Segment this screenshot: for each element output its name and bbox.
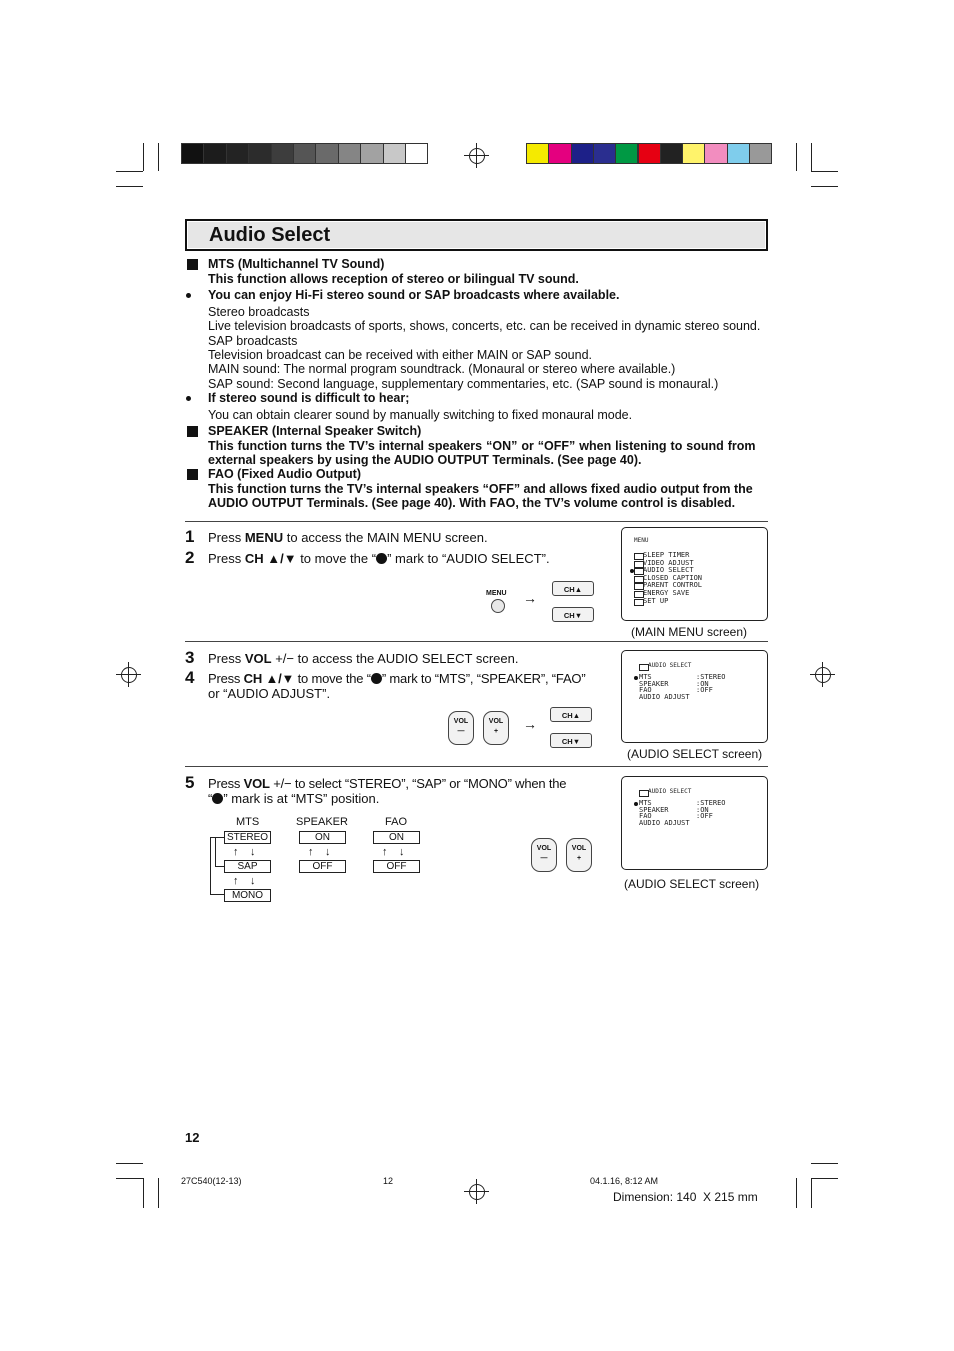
mts-description: This function allows reception of stereo or bilingual TV sound. — [208, 272, 579, 286]
audio-option-label: FAO — [639, 812, 652, 821]
step-number: 2 — [185, 548, 195, 567]
audio-option-value: :ON — [696, 679, 709, 688]
color-swatch — [526, 143, 549, 164]
footer-dimension: Dimension: 140 X 215 mm — [613, 1190, 758, 1204]
step-number: 3 — [185, 648, 195, 667]
color-swatch — [727, 143, 750, 164]
gray-swatch — [181, 143, 204, 164]
color-swatch — [749, 143, 772, 164]
gray-swatch — [315, 143, 338, 164]
step-3-text: Press VOL +/− to access the AUDIO SELECT screen. — [208, 651, 519, 666]
gray-swatch — [293, 143, 316, 164]
audio-select-screen — [621, 650, 768, 743]
arrow-down-icon: ↓ — [399, 846, 405, 858]
color-swatch — [615, 143, 638, 164]
footer-timestamp: 04.1.16, 8:12 AM — [590, 1176, 659, 1186]
text-line: You can obtain clearer sound by manually switching to fixed monaural mode. — [208, 408, 633, 422]
bullet-icon — [186, 396, 191, 401]
bullet-hifi: You can enjoy Hi-Fi stereo sound or SAP broadcasts where available. — [208, 288, 620, 302]
divider — [185, 521, 768, 522]
step-number: 5 — [185, 773, 195, 792]
menu-item-label: ENERGY SAVE — [643, 589, 690, 597]
arrow-up-icon: ↑ — [308, 846, 314, 858]
registration-mark-icon — [469, 148, 485, 164]
audio-option-label: MTS — [639, 673, 652, 681]
arrow-up-icon: ↑ — [233, 875, 239, 887]
menu-item-label: PARENT CONTROL — [643, 581, 703, 590]
bullet-stereo-difficult: If stereo sound is difficult to hear; — [208, 391, 410, 405]
gray-swatch — [203, 143, 226, 164]
audio-option-value: :OFF — [696, 812, 713, 821]
audio-option-value: :STEREO — [696, 673, 726, 681]
color-swatch — [593, 143, 616, 164]
gray-swatch — [383, 143, 406, 164]
color-swatch — [638, 143, 661, 164]
gray-swatch — [338, 143, 361, 164]
audio-option-label: AUDIO ADJUST — [639, 692, 690, 701]
text-line: Live television broadcasts of sports, shows, concerts, etc. can be received in dynamic stereo sound. — [208, 319, 761, 333]
column-heading: FAO — [385, 816, 408, 828]
color-swatch — [682, 143, 705, 164]
gray-swatch — [360, 143, 383, 164]
cursor-mark-icon — [634, 676, 638, 680]
arrow-down-icon: ↓ — [325, 846, 331, 858]
color-swatch — [660, 143, 683, 164]
registration-mark-icon — [815, 667, 831, 683]
menu-button-label: MENU — [486, 590, 507, 597]
audio-select-screen — [621, 776, 768, 870]
step-5-text: Press VOL +/− to select “STEREO”, “SAP” or “MONO” when the — [208, 776, 567, 791]
vol-plus-button[interactable]: VOL + — [483, 711, 509, 745]
option-box: OFF — [299, 860, 346, 873]
divider — [185, 766, 768, 767]
color-swatch — [704, 143, 727, 164]
step-5-text-line2: “ ” mark is at “MTS” position. — [208, 791, 380, 806]
audio-option-label: SPEAKER — [639, 805, 669, 814]
cursor-mark-icon — [371, 673, 382, 684]
option-box: OFF — [373, 860, 420, 873]
text-line: SAP sound: Second language, supplementary commentaries, etc. (SAP sound is monaural.) — [208, 377, 719, 391]
audio-option-label: SPEAKER — [639, 679, 669, 688]
column-heading: SPEAKER — [296, 816, 348, 828]
footer-file-code: 27C540(12-13) — [181, 1176, 242, 1186]
speaker-description: This function turns the TV’s internal speakers “ON” or “OFF” when listening to sound from — [208, 439, 756, 453]
ch-down-button[interactable]: CH▼ — [550, 733, 592, 748]
square-bullet-icon — [187, 469, 198, 480]
text-line: MAIN sound: The normal program soundtrack. (Monaural or stereo where available.) — [208, 362, 676, 376]
menu-item-label: AUDIO SELECT — [643, 566, 694, 575]
square-bullet-icon — [187, 426, 198, 437]
arrow-right-icon: → — [523, 590, 537, 606]
divider — [185, 641, 768, 642]
section-title-box — [185, 219, 768, 251]
step-1-text: Press MENU to access the MAIN MENU screen. — [208, 530, 488, 545]
step-4-text: Press CH ▲/▼ to move the “ ” mark to “MTS”, “SPEAKER”, “FAO” — [208, 671, 586, 686]
loop-line — [215, 837, 224, 867]
audio-option-label: MTS — [639, 799, 652, 807]
mts-heading: MTS (Multichannel TV Sound) — [208, 257, 385, 271]
text-line: Television broadcast can be received with either MAIN or SAP sound. — [208, 348, 592, 362]
arrow-down-icon: ↓ — [250, 875, 256, 887]
screen-caption: (MAIN MENU screen) — [631, 625, 748, 639]
page-number: 12 — [185, 1130, 200, 1145]
ch-up-button[interactable]: CH▲ — [552, 581, 594, 596]
square-bullet-icon — [187, 259, 198, 270]
gray-swatch — [405, 143, 428, 164]
option-box: SAP — [224, 860, 271, 873]
text-line: Stereo broadcasts — [208, 305, 310, 319]
screen-header: AUDIO SELECT — [648, 662, 692, 669]
cursor-mark-icon — [634, 802, 638, 806]
speaker-description: external speakers by using the AUDIO OUTPUT Terminals. (See page 40). — [208, 453, 642, 467]
vol-plus-button[interactable]: VOL + — [566, 838, 592, 872]
screen-header: MENU — [634, 537, 649, 544]
color-swatch — [571, 143, 594, 164]
option-box: STEREO — [224, 831, 271, 844]
fao-description: This function turns the TV’s internal speakers “OFF” and allows fixed audio output from the — [208, 482, 753, 496]
registration-mark-icon — [469, 1184, 485, 1200]
screen-caption: (AUDIO SELECT screen) — [624, 877, 760, 891]
registration-mark-icon — [121, 667, 137, 683]
footer-page-ref: 12 — [383, 1176, 394, 1186]
menu-item-label: CLOSED CAPTION — [643, 573, 703, 582]
option-box: ON — [299, 831, 346, 844]
menu-item-label: VIDEO ADJUST — [643, 558, 694, 567]
screen-caption: (AUDIO SELECT screen) — [627, 747, 763, 761]
audio-option-value: :ON — [696, 805, 709, 814]
cursor-mark-icon — [212, 793, 223, 804]
bullet-icon — [186, 293, 191, 298]
vol-minus-button[interactable]: VOL — — [448, 711, 474, 745]
arrow-right-icon: → — [523, 716, 537, 732]
main-menu-screen — [621, 527, 768, 621]
arrow-down-icon: ↓ — [250, 846, 256, 858]
screen-header: AUDIO SELECT — [648, 788, 692, 795]
menu-button[interactable] — [491, 599, 505, 613]
speaker-heading: SPEAKER (Internal Speaker Switch) — [208, 424, 422, 438]
ch-down-button[interactable]: CH▼ — [552, 607, 594, 622]
vol-minus-button[interactable]: VOL — — [531, 838, 557, 872]
fao-description: AUDIO OUTPUT Terminals. (See page 40). With FAO, the TV’s volume control is disabled. — [208, 496, 736, 510]
audio-option-label: FAO — [639, 686, 652, 695]
audio-option-value: :STEREO — [696, 799, 726, 807]
menu-item-label: SLEEP TIMER — [643, 551, 690, 559]
step-4-text-line2: or “AUDIO ADJUST”. — [208, 686, 331, 701]
gray-swatch — [271, 143, 294, 164]
cursor-mark-icon — [376, 553, 387, 564]
gray-swatch — [248, 143, 271, 164]
gray-swatch — [226, 143, 249, 164]
audio-option-value: :OFF — [696, 686, 713, 695]
page-title: Audio Select — [209, 224, 331, 246]
option-box: ON — [373, 831, 420, 844]
color-swatch — [548, 143, 571, 164]
column-heading: MTS — [236, 816, 260, 828]
step-2-text: Press CH ▲/▼ to move the “ ” mark to “AUDIO SELECT”. — [208, 551, 550, 566]
option-box: MONO — [224, 889, 271, 902]
step-number: 1 — [185, 527, 195, 546]
fao-heading: FAO (Fixed Audio Output) — [208, 467, 361, 481]
step-number: 4 — [185, 668, 195, 687]
text-line: SAP broadcasts — [208, 334, 298, 348]
ch-up-button[interactable]: CH▲ — [550, 707, 592, 722]
menu-item-label: SET UP — [643, 596, 669, 605]
arrow-up-icon: ↑ — [382, 846, 388, 858]
arrow-up-icon: ↑ — [233, 846, 239, 858]
audio-option-label: AUDIO ADJUST — [639, 818, 690, 827]
cursor-mark-icon — [630, 569, 634, 573]
